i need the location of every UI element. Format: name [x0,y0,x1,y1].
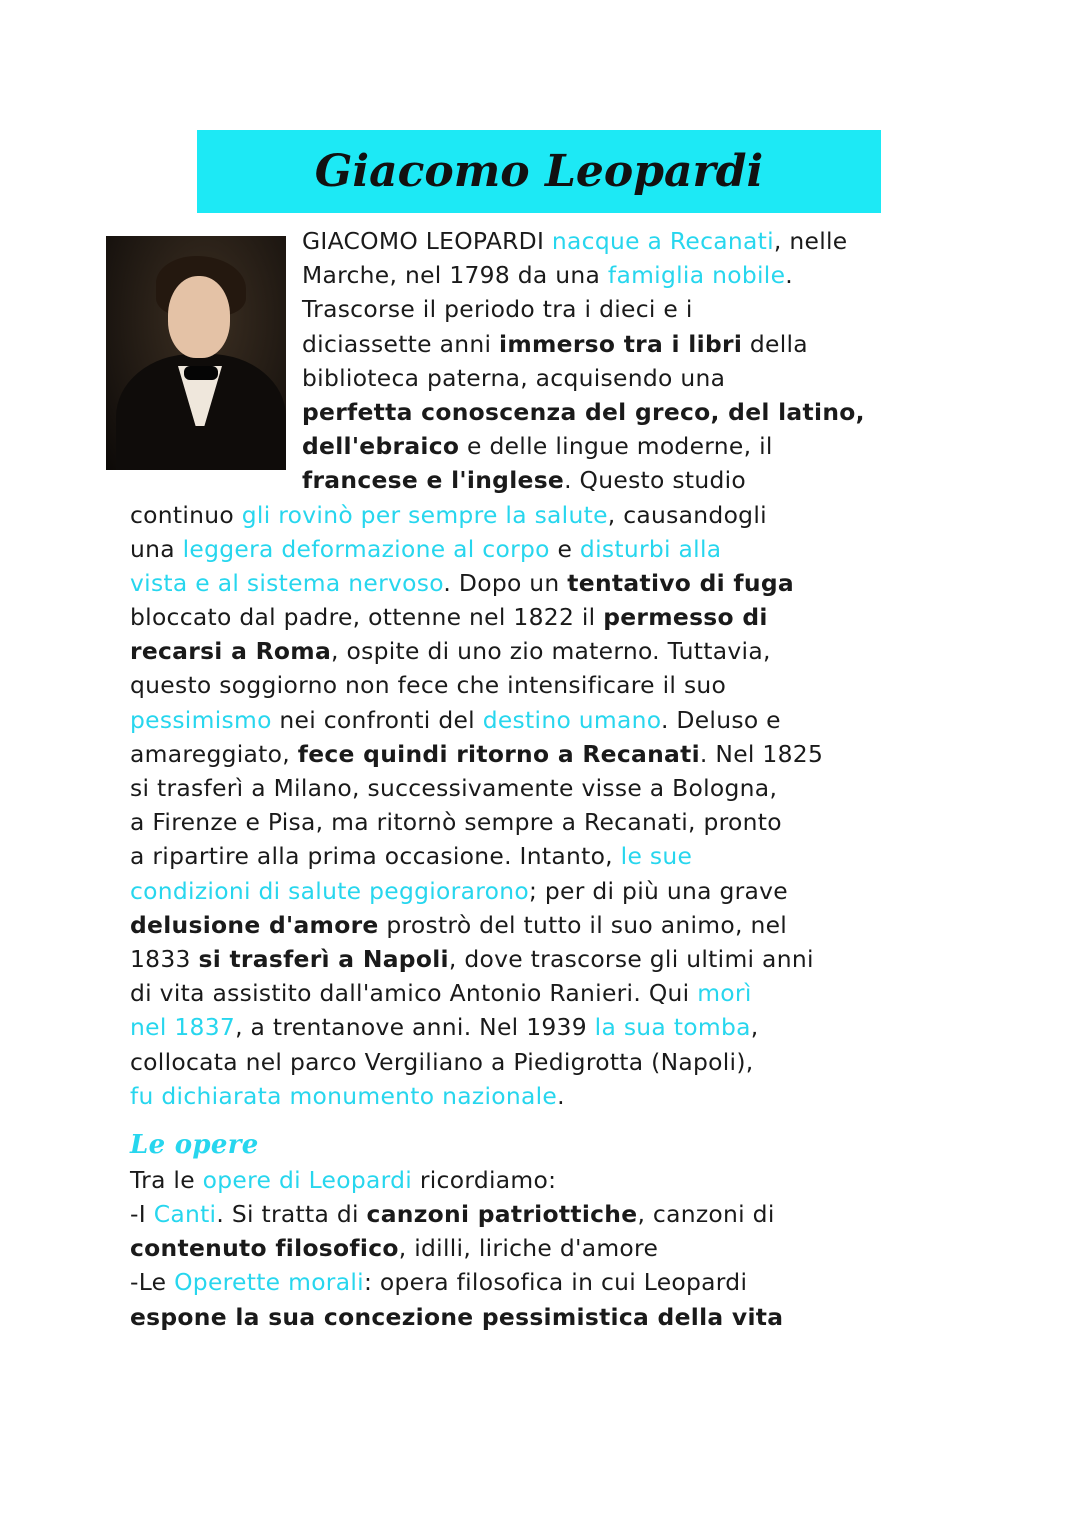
bold-text: contenuto filosofico [130,1234,399,1263]
highlight-text: gli rovinò per sempre la salute [241,500,608,529]
text-segment: continuo [130,500,242,529]
bold-text: recarsi a Roma [130,637,332,666]
bold-text: permesso di [603,603,768,632]
highlight-text: nel 1837 [130,1013,236,1042]
biography_lines-line [130,908,960,942]
highlight-text: morì [697,979,752,1008]
highlight-text: vista e al sistema nervoso [130,568,444,597]
biography_lines-line [130,1010,960,1044]
highlight-text: Canti [153,1200,217,1229]
text-segment: e [549,534,580,563]
biography_lines-line [130,258,960,292]
text-segment: questo soggiorno non fece che intensificare il suo [130,671,727,700]
text-segment: -Le [130,1268,175,1297]
biography-text [130,224,960,1113]
biography_lines-line [130,805,960,839]
biography_lines-line [130,737,960,771]
text-segment: a Firenze e Pisa, ma ritornò sempre a Recanati, pronto [130,808,782,837]
highlight-text: opere di Leopardi [202,1165,413,1194]
highlight-text: Operette morali [174,1268,364,1297]
highlight-text: fu dichiarata monumento nazionale [130,1081,558,1110]
highlight-text: pessimismo [130,705,272,734]
biography_lines-line [130,532,960,566]
biography_lines-line [130,361,960,395]
highlight-text: destino umano [482,705,661,734]
text-segment: una [130,534,183,563]
biography_lines-line [130,395,960,429]
works_lines-line [130,1197,960,1231]
biography_lines-line [130,327,960,361]
biography_lines-line [130,292,960,326]
text-segment: prostrò del tutto il suo animo, nel [378,910,788,939]
biography_lines-line [130,498,960,532]
biography_lines-line [130,703,960,737]
text-segment: . [785,261,794,290]
biography_lines-line [130,600,960,634]
highlight-text: la sua tomba [594,1013,751,1042]
text-segment: ; per di più una grave [528,876,788,905]
text-segment: a ripartire alla prima occasione. Intanto, [130,842,621,871]
highlight-text: nacque a Recanati [551,227,774,255]
works_lines-line [130,1300,960,1334]
text-segment: e delle lingue moderne, il [459,432,773,461]
bold-text: si trasferì a Napoli [198,944,449,973]
works_lines-line [130,1265,960,1299]
text-segment: , dove trascorse gli ultimi anni [448,944,814,973]
highlight-text: le sue [620,842,693,871]
biography_lines-line [130,771,960,805]
text-segment: . Questo studio [564,466,747,495]
biography_lines-line [130,1079,960,1113]
bold-text: delusione d'amore [130,910,379,939]
text-segment: della [742,329,808,358]
text-segment: bloccato dal padre, ottenne nel 1822 il [130,603,604,632]
biography_lines-line [130,463,960,497]
text-segment: diciassette anni [302,329,499,358]
text-segment: nei confronti del [271,705,483,734]
text-segment: , idilli, liriche d'amore [398,1234,659,1263]
bold-text: fece quindi ritorno a Recanati [297,739,700,768]
works-heading: Le opere [130,1129,259,1160]
text-segment: collocata nel parco Vergiliano a Piedigrotta (Napoli), [130,1047,754,1076]
biography_lines-line [130,429,960,463]
biography_lines-line [130,839,960,873]
text-segment: , nelle [773,227,848,255]
text-segment: , canzoni di [637,1200,775,1229]
biography_lines-line [130,976,960,1010]
works-text [130,1163,960,1334]
text-segment: -I [130,1200,154,1229]
text-segment: . Deluso e [660,705,781,734]
highlight-text: famiglia nobile [607,261,786,290]
text-segment: ricordiamo: [412,1165,557,1194]
text-segment: . Dopo un [443,568,568,597]
text-segment: biblioteca paterna, acquisendo una [302,363,726,392]
bold-text: dell'ebraico [302,432,460,461]
bold-text: francese e l'inglese [302,466,565,495]
biography_lines-line [130,634,960,668]
text-segment: , ospite di uno zio materno. Tuttavia, [331,637,771,666]
biography_lines-line [130,942,960,976]
text-segment: amareggiato, [130,739,298,768]
bold-text: tentativo di fuga [567,568,794,597]
text-segment: Tra le [130,1165,203,1194]
bold-text: immerso tra i libri [499,329,743,358]
biography_lines-line [130,566,960,600]
text-segment: , a trentanove anni. Nel 1939 [235,1013,595,1042]
bold-text: perfetta conoscenza del greco, del latino, [302,397,865,426]
text-segment: Marche, nel 1798 da una [302,261,608,290]
text-segment: GIACOMO LEOPARDI [302,227,552,255]
highlight-text: condizioni di salute peggiorarono [130,876,529,905]
works_lines-line [130,1231,960,1265]
biography_lines-line [130,874,960,908]
biography_lines-line [130,668,960,702]
text-segment: . [557,1081,565,1110]
works_lines-line [130,1163,960,1197]
highlight-text: leggera deformazione al corpo [182,534,550,563]
text-segment: : opera filosofica in cui Leopardi [363,1268,748,1297]
text-segment: Trascorse il periodo tra i dieci e i [302,295,693,324]
page-title: Giacomo Leopardi [314,146,764,197]
main-content [130,224,960,1334]
biography_lines-line [130,224,960,258]
text-segment: , causandogli [607,500,767,529]
text-segment: si trasferì a Milano, successivamente visse a Bologna, [130,774,778,802]
text-segment: , [750,1013,759,1042]
bold-text: canzoni patriottiche [366,1200,638,1229]
biography_lines-line [130,1045,960,1079]
text-segment: . Si tratta di [216,1200,367,1229]
text-segment: di vita assistito dall'amico Antonio Ranieri. Qui [130,979,698,1008]
highlight-text: disturbi alla [579,534,722,563]
text-segment: 1833 [130,944,199,973]
text-segment: . Nel 1825 [699,739,824,768]
title-banner [197,130,881,213]
bold-text: espone la sua concezione pessimistica della vita [130,1302,784,1331]
